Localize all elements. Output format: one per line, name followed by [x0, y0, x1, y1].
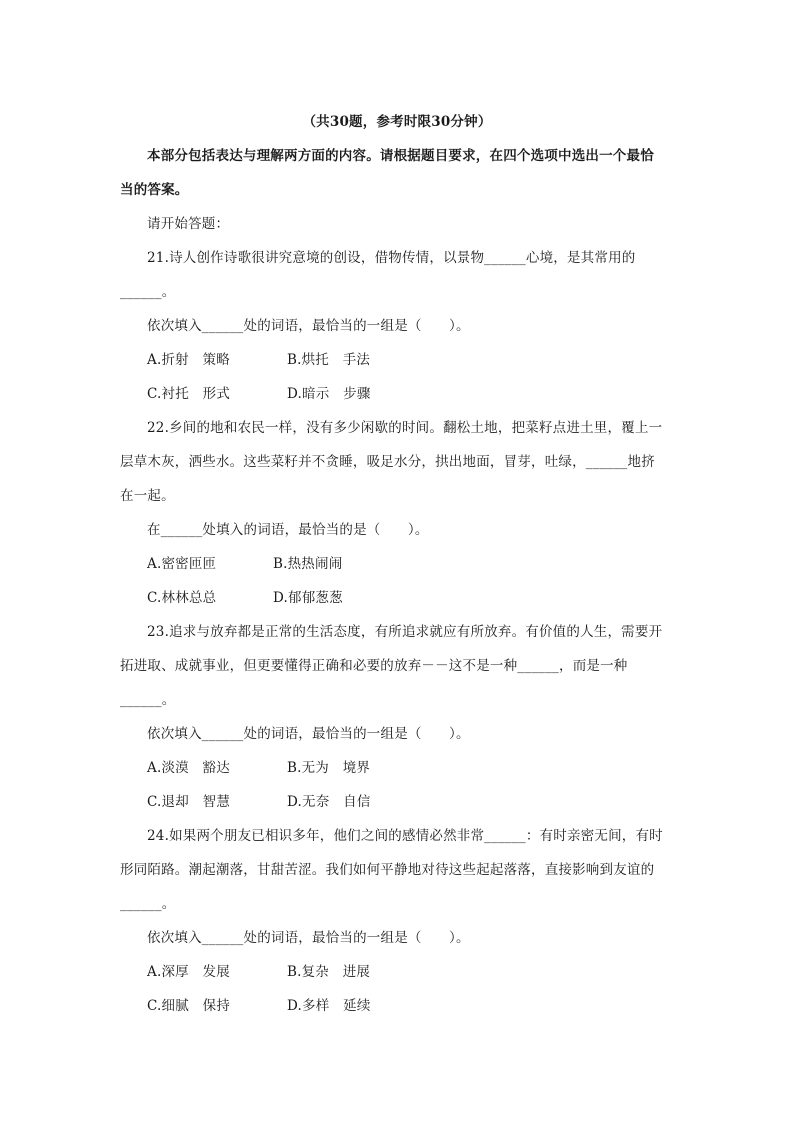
question-text-cont: 在一起。 — [120, 488, 175, 504]
option-c[interactable]: C.退却 智慧 — [147, 794, 231, 810]
option-b[interactable]: B.复杂 进展 — [287, 964, 371, 980]
question-text: 24.如果两个朋友已相识多年，他们之间的感情必然非常______：有时亲密无间，有时 — [147, 828, 663, 844]
question-text-cont: ______。 — [120, 692, 176, 708]
section-title: （共30题，参考时限30分钟） — [302, 114, 492, 130]
option-b[interactable]: B.烘托 手法 — [287, 352, 371, 368]
option-b[interactable]: B.热热闹闹 — [273, 556, 343, 572]
option-b[interactable]: B.无为 境界 — [287, 760, 371, 776]
option-d[interactable]: D.多样 延续 — [287, 998, 371, 1014]
option-c[interactable]: C.林林总总 — [147, 590, 217, 606]
question-prompt: 依次填入______处的词语，最恰当的一组是（ ）。 — [147, 318, 470, 334]
question-text: 21.诗人创作诗歌很讲究意境的创设，借物传情，以景物______心境，是其常用的 — [147, 250, 636, 266]
question-text-cont: 形同陌路。潮起潮落，甘甜苦涩。我们如何平静地对待这些起起落落，直接影响到友谊的 — [120, 862, 655, 878]
question-text: 23.追求与放弃都是正常的生活态度，有所追求就应有所放弃。有价值的人生，需要开 — [147, 624, 663, 640]
question-prompt: 在______处填入的词语，最恰当的是（ ）。 — [147, 522, 429, 538]
option-c[interactable]: C.衬托 形式 — [147, 386, 231, 402]
option-d[interactable]: D.暗示 步骤 — [287, 386, 371, 402]
option-a[interactable]: A.深厚 发展 — [147, 964, 230, 980]
option-a[interactable]: A.淡漠 豁达 — [147, 760, 230, 776]
question-prompt: 依次填入______处的词语，最恰当的一组是（ ）。 — [147, 726, 470, 742]
question-text-cont: 拓进取、成就事业，但更要懂得正确和必要的放弃－－这不是一种______，而是一种 — [120, 658, 628, 674]
instruction-text-cont: 当的答案。 — [120, 182, 189, 198]
start-label: 请开始答题： — [147, 216, 230, 232]
instruction-text: 本部分包括表达与理解两方面的内容。请根据题目要求，在四个选项中选出一个最恰 — [147, 148, 654, 164]
question-text-cont: ______。 — [120, 896, 176, 912]
question-text-cont: 层草木灰，洒些水。这些菜籽并不贪睡，吸足水分，拱出地面，冒芽，吐绿，______地挤 — [120, 454, 655, 470]
option-a[interactable]: A.密密匝匝 — [147, 556, 217, 572]
question-text-cont: ______。 — [120, 284, 176, 300]
option-d[interactable]: D.无奈 自信 — [287, 794, 371, 810]
question-text: 22.乡间的地和农民一样，没有多少闲歇的时间。翻松土地，把菜籽点进土里，覆上一 — [147, 420, 663, 436]
option-d[interactable]: D.郁郁葱葱 — [273, 590, 343, 606]
option-a[interactable]: A.折射 策略 — [147, 352, 230, 368]
option-c[interactable]: C.细腻 保持 — [147, 998, 231, 1014]
question-prompt: 依次填入______处的词语，最恰当的一组是（ ）。 — [147, 930, 470, 946]
